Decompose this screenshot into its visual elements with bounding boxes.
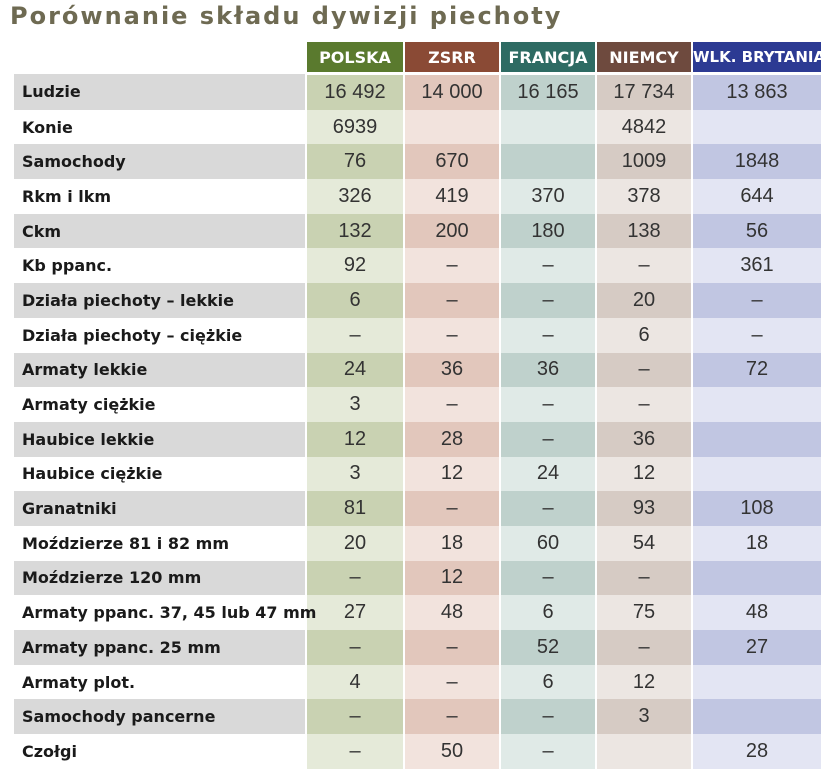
value-cell: 3: [306, 457, 404, 492]
row-label: Moździerze 120 mm: [14, 561, 306, 596]
value-cell: –: [692, 283, 821, 318]
value-cell: –: [500, 734, 596, 769]
value-cell: –: [500, 561, 596, 596]
table-row: [14, 214, 821, 249]
value-cell: 56: [692, 214, 821, 249]
value-cell: 1848: [692, 144, 821, 179]
row-label: Armaty ppanc. 37, 45 lub 47 mm: [14, 595, 306, 630]
value-cell: –: [306, 699, 404, 734]
row-label: Armaty plot.: [14, 665, 306, 700]
row-label: Ludzie: [14, 74, 306, 110]
value-cell: 4842: [596, 110, 692, 145]
table-row: [14, 734, 821, 769]
column-header-wlk-brytania: WLK. BRYTANIA: [692, 42, 821, 74]
page-title: Porównanie składu dywizji piechoty: [10, 2, 563, 30]
value-cell: 180: [500, 214, 596, 249]
row-label: Samochody pancerne: [14, 699, 306, 734]
row-label: Czołgi: [14, 734, 306, 769]
value-cell: [500, 144, 596, 179]
value-cell: –: [500, 699, 596, 734]
value-cell: 12: [404, 457, 500, 492]
value-cell: 12: [596, 457, 692, 492]
value-cell: 92: [306, 248, 404, 283]
row-label: Haubice ciężkie: [14, 457, 306, 492]
value-cell: 200: [404, 214, 500, 249]
value-cell: –: [404, 665, 500, 700]
value-cell: –: [500, 422, 596, 457]
value-cell: –: [306, 561, 404, 596]
value-cell: 36: [500, 353, 596, 388]
value-cell: 27: [692, 630, 821, 665]
value-cell: 14 000: [404, 74, 500, 110]
value-cell: 36: [404, 353, 500, 388]
column-header-niemcy: NIEMCY: [596, 42, 692, 74]
value-cell: [692, 699, 821, 734]
header-corner: [14, 42, 306, 74]
value-cell: 27: [306, 595, 404, 630]
value-cell: –: [692, 318, 821, 353]
column-header-zsrr: ZSRR: [404, 42, 500, 74]
value-cell: –: [596, 248, 692, 283]
value-cell: 48: [692, 595, 821, 630]
table-row: [14, 74, 821, 110]
value-cell: 24: [500, 457, 596, 492]
value-cell: –: [306, 734, 404, 769]
value-cell: –: [306, 630, 404, 665]
row-label: Armaty lekkie: [14, 353, 306, 388]
column-header-francja: FRANCJA: [500, 42, 596, 74]
value-cell: 12: [404, 561, 500, 596]
value-cell: 6: [500, 595, 596, 630]
table-row: [14, 630, 821, 665]
value-cell: 20: [596, 283, 692, 318]
value-cell: [692, 561, 821, 596]
value-cell: –: [596, 353, 692, 388]
value-cell: –: [596, 630, 692, 665]
value-cell: 18: [404, 526, 500, 561]
table-row: [14, 110, 821, 145]
value-cell: [596, 734, 692, 769]
value-cell: 361: [692, 248, 821, 283]
value-cell: 6: [500, 665, 596, 700]
value-cell: [692, 422, 821, 457]
value-cell: 6: [596, 318, 692, 353]
value-cell: 93: [596, 491, 692, 526]
value-cell: 108: [692, 491, 821, 526]
value-cell: –: [404, 387, 500, 422]
table-row: [14, 457, 821, 492]
table-row: [14, 387, 821, 422]
table-row: [14, 491, 821, 526]
column-header-polska: POLSKA: [306, 42, 404, 74]
value-cell: 76: [306, 144, 404, 179]
table-row: [14, 699, 821, 734]
value-cell: 3: [596, 699, 692, 734]
value-cell: 36: [596, 422, 692, 457]
table-row: [14, 248, 821, 283]
row-label: Armaty ppanc. 25 mm: [14, 630, 306, 665]
comparison-table: [14, 42, 826, 769]
value-cell: 13 863: [692, 74, 821, 110]
row-label: Haubice lekkie: [14, 422, 306, 457]
value-cell: 378: [596, 179, 692, 214]
value-cell: [692, 457, 821, 492]
table-row: [14, 526, 821, 561]
value-cell: 16 165: [500, 74, 596, 110]
row-label: Samochody: [14, 144, 306, 179]
row-label: Granatniki: [14, 491, 306, 526]
value-cell: 50: [404, 734, 500, 769]
value-cell: 6: [306, 283, 404, 318]
value-cell: 20: [306, 526, 404, 561]
value-cell: –: [404, 491, 500, 526]
value-cell: 132: [306, 214, 404, 249]
value-cell: 1009: [596, 144, 692, 179]
table-row: [14, 144, 821, 179]
value-cell: 16 492: [306, 74, 404, 110]
value-cell: 28: [692, 734, 821, 769]
table-row: [14, 353, 821, 388]
value-cell: –: [404, 630, 500, 665]
table-row: [14, 179, 821, 214]
value-cell: [692, 110, 821, 145]
value-cell: –: [500, 248, 596, 283]
value-cell: –: [500, 283, 596, 318]
row-label: Armaty ciężkie: [14, 387, 306, 422]
value-cell: 17 734: [596, 74, 692, 110]
value-cell: [692, 665, 821, 700]
value-cell: 370: [500, 179, 596, 214]
table-row: [14, 422, 821, 457]
row-label: Działa piechoty – ciężkie: [14, 318, 306, 353]
row-label: Rkm i lkm: [14, 179, 306, 214]
row-label: Moździerze 81 i 82 mm: [14, 526, 306, 561]
row-label: Kb ppanc.: [14, 248, 306, 283]
row-label: Konie: [14, 110, 306, 145]
value-cell: 670: [404, 144, 500, 179]
value-cell: –: [404, 318, 500, 353]
value-cell: –: [404, 699, 500, 734]
value-cell: –: [404, 283, 500, 318]
value-cell: –: [404, 248, 500, 283]
table-row: [14, 595, 821, 630]
value-cell: –: [500, 491, 596, 526]
value-cell: 81: [306, 491, 404, 526]
table-row: [14, 318, 821, 353]
value-cell: [500, 110, 596, 145]
table-row: [14, 283, 821, 318]
value-cell: –: [596, 387, 692, 422]
row-label: Ckm: [14, 214, 306, 249]
table-row: [14, 561, 821, 596]
value-cell: 24: [306, 353, 404, 388]
value-cell: –: [306, 318, 404, 353]
value-cell: –: [500, 318, 596, 353]
value-cell: [404, 110, 500, 145]
value-cell: 644: [692, 179, 821, 214]
value-cell: 12: [596, 665, 692, 700]
value-cell: 12: [306, 422, 404, 457]
value-cell: –: [500, 387, 596, 422]
row-label: Działa piechoty – lekkie: [14, 283, 306, 318]
value-cell: 138: [596, 214, 692, 249]
value-cell: 419: [404, 179, 500, 214]
value-cell: 4: [306, 665, 404, 700]
value-cell: 72: [692, 353, 821, 388]
header-row: [14, 42, 821, 74]
value-cell: 3: [306, 387, 404, 422]
value-cell: 28: [404, 422, 500, 457]
value-cell: 326: [306, 179, 404, 214]
value-cell: 18: [692, 526, 821, 561]
value-cell: 60: [500, 526, 596, 561]
value-cell: 6939: [306, 110, 404, 145]
value-cell: 48: [404, 595, 500, 630]
value-cell: –: [596, 561, 692, 596]
value-cell: 75: [596, 595, 692, 630]
value-cell: 54: [596, 526, 692, 561]
value-cell: 52: [500, 630, 596, 665]
value-cell: [692, 387, 821, 422]
table-row: [14, 665, 821, 700]
